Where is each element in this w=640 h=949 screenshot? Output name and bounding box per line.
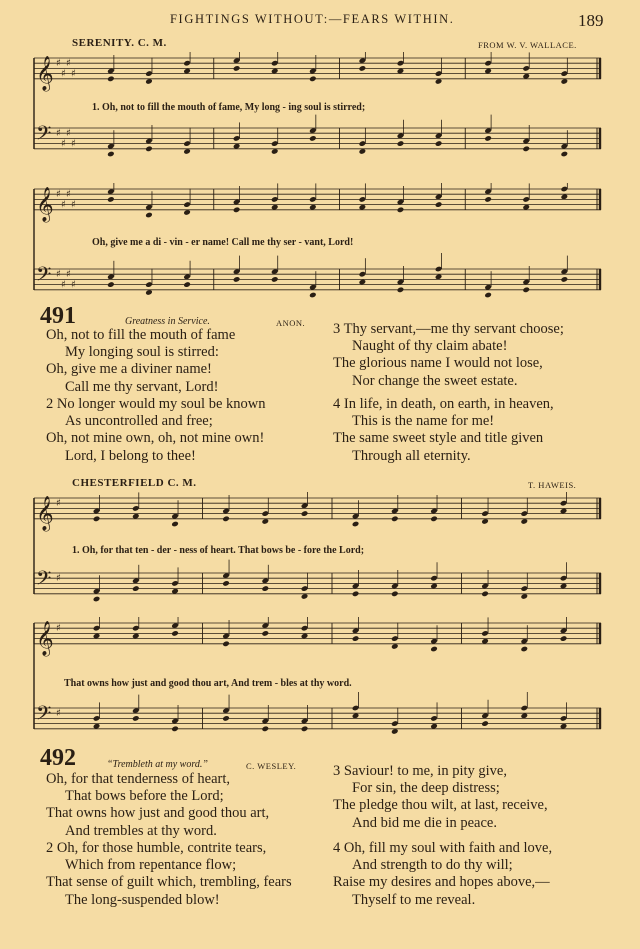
hymn-subtitle-491: Greatness in Service. <box>125 316 210 327</box>
lyrics-line-491-1: 1. Oh, not to fill the mouth of fame, My long - ing soul is stirred; <box>92 102 366 113</box>
note-head <box>352 521 360 528</box>
note-head <box>261 726 269 733</box>
verse-line: The pledge thou wilt, at last, receive, <box>333 797 548 814</box>
verse-line: 2 Oh, for those humble, contrite tears, <box>46 840 267 856</box>
sharp-sign: ♯ <box>61 279 66 291</box>
note-head <box>171 726 179 733</box>
verse-line: Raise my desires and hopes above,— <box>333 874 550 891</box>
note-head <box>301 510 309 517</box>
note-head <box>171 630 179 637</box>
verse-line: 3 Thy servant,—me thy servant choose; <box>333 321 564 337</box>
hymn-number-492: 492 <box>40 745 76 771</box>
note-head <box>222 580 230 587</box>
tune-composer-haweis: T. HAWEIS. <box>528 480 577 490</box>
bass-clef: 𝄢 <box>36 121 52 150</box>
note-head <box>520 646 528 653</box>
sharp-sign: ♯ <box>66 269 71 281</box>
note-head <box>430 516 438 523</box>
note-head <box>107 281 115 288</box>
sharp-sign: ♯ <box>56 269 61 281</box>
bass-clef: 𝄢 <box>36 701 52 730</box>
sharp-sign: ♯ <box>66 58 71 70</box>
note-head <box>481 720 489 727</box>
lyrics-line-492-1: 1. Oh, for that ten - der - ness of heart. That bows be - fore the Lord; <box>72 545 365 556</box>
verse-line: That owns how just and good thou art, <box>46 805 270 822</box>
verse-line: And trembles at thy word. <box>65 822 217 839</box>
note-head <box>271 276 279 283</box>
verse-line: Oh, not to fill the mouth of fame <box>46 327 236 343</box>
verse-line: As uncontrolled and free; <box>65 413 213 430</box>
page-header-title: FIGHTINGS WITHOUT:—FEARS WITHIN. <box>170 12 455 26</box>
hymn-number-491: 491 <box>40 303 76 329</box>
verse-line: That bows before the Lord; <box>65 788 224 805</box>
verse-491-2 <box>46 396 346 465</box>
note-head <box>352 635 360 642</box>
note-head <box>484 292 492 299</box>
note-head <box>301 726 309 733</box>
verse-492-3 <box>333 763 633 832</box>
note-head <box>309 135 317 142</box>
sharp-sign: ♯ <box>61 68 66 80</box>
verse-line: The long-suspended blow! <box>65 891 220 908</box>
verse-line: Thyself to me reveal. <box>352 891 476 908</box>
sharp-sign: ♯ <box>61 199 66 211</box>
verse-line: This is the name for me! <box>352 413 495 430</box>
tune-name-chesterfield: CHESTERFIELD C. M. <box>72 477 197 489</box>
note-head <box>233 65 241 72</box>
note-head <box>435 140 443 147</box>
sharp-sign: ♯ <box>56 189 61 201</box>
sharp-sign: ♯ <box>71 279 76 291</box>
sharp-sign: ♯ <box>56 58 61 70</box>
note-head <box>561 276 569 283</box>
verse-line: 4 In life, in death, on earth, in heaven, <box>333 396 554 412</box>
sharp-sign: ♯ <box>56 708 61 720</box>
tune-name-serenity: SERENITY. C. M. <box>72 37 167 49</box>
verse-line: Oh, give me a diviner name! <box>46 361 212 378</box>
treble-clef: 𝄞 <box>36 55 54 91</box>
sharp-sign: ♯ <box>71 199 76 211</box>
note-head <box>397 207 405 214</box>
note-head <box>222 715 230 722</box>
note-head <box>107 151 115 158</box>
note-head <box>397 287 405 294</box>
treble-clef: 𝄞 <box>36 186 54 222</box>
note-head <box>222 641 230 648</box>
verse-line: Which from repentance flow; <box>65 857 237 874</box>
note-head <box>93 596 101 603</box>
sharp-sign: ♯ <box>61 138 66 150</box>
tune-composer-wallace: FROM W. V. WALLACE. <box>478 40 577 50</box>
note-head <box>484 135 492 142</box>
note-head <box>560 635 568 642</box>
note-head <box>561 151 569 158</box>
note-head <box>484 196 492 203</box>
verse-line: And strength to do thy will; <box>352 857 513 874</box>
verse-line: 3 Saviour! to me, in pity give, <box>333 763 507 779</box>
note-head <box>233 276 241 283</box>
verse-492-4 <box>333 840 633 909</box>
hymn-author-492: C. WESLEY. <box>246 761 297 771</box>
verse-line: 2 No longer would my soul be known <box>46 396 266 412</box>
note-head <box>183 281 191 288</box>
verse-line: 4 Oh, fill my soul with faith and love, <box>333 840 553 856</box>
verse-line: Nor change the sweet estate. <box>352 372 518 389</box>
note-head <box>435 201 443 208</box>
sharp-sign: ♯ <box>56 573 61 585</box>
sharp-sign: ♯ <box>71 68 76 80</box>
bass-clef: 𝄢 <box>36 262 52 291</box>
note-head <box>481 591 489 598</box>
verse-line: Oh, for that tenderness of heart, <box>46 771 231 787</box>
sharp-sign: ♯ <box>56 128 61 140</box>
sharp-sign: ♯ <box>66 189 71 201</box>
verse-line: And bid me die in peace. <box>352 814 497 831</box>
verse-492-2 <box>46 840 346 909</box>
treble-clef: 𝄞 <box>36 620 54 656</box>
verse-line: The glorious name I would not lose, <box>333 355 543 372</box>
note-head <box>397 140 405 147</box>
verse-line: For sin, the deep distress; <box>352 780 500 797</box>
note-head <box>93 516 101 523</box>
note-head <box>522 146 530 153</box>
verse-line: Call me thy servant, Lord! <box>65 378 219 395</box>
note-head <box>359 65 367 72</box>
note-head <box>391 591 399 598</box>
note-head <box>522 287 530 294</box>
sharp-sign: ♯ <box>56 498 61 510</box>
note-head <box>391 516 399 523</box>
note-head <box>309 292 317 299</box>
note-head <box>261 585 269 592</box>
note-head <box>107 76 115 83</box>
note-head <box>222 516 230 523</box>
verse-line: Lord, I belong to thee! <box>65 447 196 464</box>
verse-line: The same sweet style and title given <box>333 430 544 447</box>
verse-line: That sense of guilt which, trembling, fears <box>46 874 292 891</box>
verse-491-3 <box>333 321 633 390</box>
lyrics-line-491-2: Oh, give me a di - vin - er name! Call me thy ser - vant, Lord! <box>92 237 354 248</box>
lyrics-line-492-2: That owns how just and good thou art, And trem - bles at thy word. <box>64 678 352 689</box>
verse-492-1 <box>46 771 346 840</box>
page-number: 189 <box>578 11 604 30</box>
treble-clef: 𝄞 <box>36 495 54 531</box>
bass-clef: 𝄢 <box>36 566 52 595</box>
note-head <box>233 207 241 214</box>
note-head <box>145 146 153 153</box>
note-head <box>261 630 269 637</box>
note-head <box>171 521 179 528</box>
verse-491-4 <box>333 396 633 465</box>
sharp-sign: ♯ <box>71 138 76 150</box>
note-head <box>352 591 360 598</box>
verse-491-1 <box>46 327 346 396</box>
verse-line: Through all eternity. <box>352 447 471 464</box>
note-head <box>430 646 438 653</box>
verse-line: My longing soul is stirred: <box>65 344 219 361</box>
note-head <box>145 212 153 219</box>
hymn-author-491: ANON. <box>276 318 306 328</box>
note-head <box>132 715 140 722</box>
verse-line: Oh, not mine own, oh, not mine own! <box>46 430 265 447</box>
note-head <box>132 585 140 592</box>
hymn-subtitle-492: “Trembleth at my word.” <box>107 759 208 770</box>
verse-line: Naught of thy claim abate! <box>352 338 508 355</box>
sharp-sign: ♯ <box>56 623 61 635</box>
note-head <box>309 76 317 83</box>
sharp-sign: ♯ <box>66 128 71 140</box>
note-head <box>107 196 115 203</box>
